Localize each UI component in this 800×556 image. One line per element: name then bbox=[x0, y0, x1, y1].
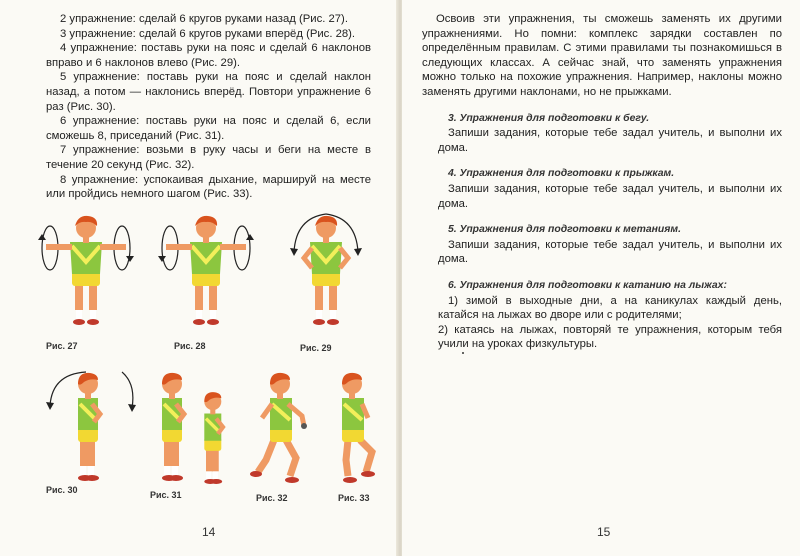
caption-fig-29: Рис. 29 bbox=[300, 343, 332, 353]
figure-32-illustration bbox=[244, 368, 324, 490]
exercise-4-text: 4 упражнение: поставь руки на пояс и сделай 6 наклонов вправо и 6 наклонов влево (Рис. 29). bbox=[46, 42, 371, 69]
section-heading-jumping: 4. Упражнения для подготовки к прыжкам. bbox=[448, 168, 675, 180]
caption-fig-28: Рис. 28 bbox=[174, 341, 206, 351]
figure-31-illustration bbox=[132, 368, 242, 486]
caption-fig-33: Рис. 33 bbox=[338, 493, 370, 503]
page-number-left: 14 bbox=[202, 525, 216, 539]
figure-30-illustration bbox=[40, 368, 136, 486]
intro-paragraph: Освоив эти упражнения, ты сможешь заменять их другими упражнениями. Но помни: комплекс зарядки составлен по определённым правилам. С этими правилами ты познакомишься в следующих классах. А сейчас знай, что заменять упражнения можно только на похожие упражнения. Например, наклоны можно заменять другими наклонами, но не прыжками. bbox=[422, 13, 782, 98]
exercise-8-text: 8 упражнение: успокаивая дыхание, маршируй на месте или пройдись немного шагом (Рис. 33). bbox=[46, 173, 371, 201]
right-page-text bbox=[422, 12, 782, 352]
section-heading-skiing: 6. Упражнения для подготовки к катанию на лыжах: bbox=[448, 279, 727, 291]
right-page bbox=[402, 0, 800, 556]
section-text-skiing: 1) зимой в выходные дни, а на каникулах каждый день, катайся на лыжах во дворе или с родителями; bbox=[438, 294, 782, 322]
section-heading-running: 3. Упражнения для подготовки к бегу. bbox=[448, 112, 650, 124]
caption-fig-32: Рис. 32 bbox=[256, 493, 288, 503]
caption-fig-31: Рис. 31 bbox=[150, 490, 182, 500]
exercise-5-text: 5 упражнение: поставь руки на пояс и сделай наклон назад, а потом — наклонись вперёд. Повтори упражнение 6 раз (Рис. 30). bbox=[46, 71, 371, 113]
exercise-2-text: 2 упражнение: сделай 6 кругов руками назад (Рис. 27). bbox=[60, 13, 348, 25]
caption-fig-27: Рис. 27 bbox=[46, 341, 78, 351]
exercise-7-text: 7 упражнение: возьми в руку часы и беги на месте в течение 20 секунд (Рис. 32). bbox=[46, 144, 371, 171]
section-text-running: Запиши задания, которые тебе задал учитель, и выполни их дома. bbox=[438, 127, 782, 154]
figure-28-illustration bbox=[156, 212, 256, 338]
figure-27-illustration bbox=[36, 212, 136, 338]
left-page bbox=[0, 0, 398, 556]
exercise-6-text: 6 упражнение: поставь руки на пояс и сделай 6, если сможешь 8, приседаний (Рис. 31). bbox=[46, 115, 371, 142]
caption-fig-30: Рис. 30 bbox=[46, 485, 78, 495]
section-heading-throwing: 5. Упражнения для подготовки к метаниям. bbox=[448, 224, 681, 236]
figure-29-illustration bbox=[276, 212, 376, 338]
stray-dot bbox=[462, 352, 464, 354]
skiing-item-2: 2) катаясь на лыжах, повторяй те упражнения, которым тебя учили на уроках физкультуры. bbox=[438, 323, 782, 351]
page-number-right: 15 bbox=[597, 525, 611, 539]
left-page-text bbox=[46, 12, 371, 202]
figure-33-illustration bbox=[318, 368, 392, 490]
section-text-jumping: Запиши задания, которые тебе задал учитель, и выполни их дома. bbox=[438, 182, 782, 210]
section-text-throwing: Запиши задания, которые тебе задал учитель, и выполни их дома. bbox=[438, 238, 782, 266]
exercise-3-text: 3 упражнение: сделай 6 кругов руками вперёд (Рис. 28). bbox=[60, 27, 356, 40]
